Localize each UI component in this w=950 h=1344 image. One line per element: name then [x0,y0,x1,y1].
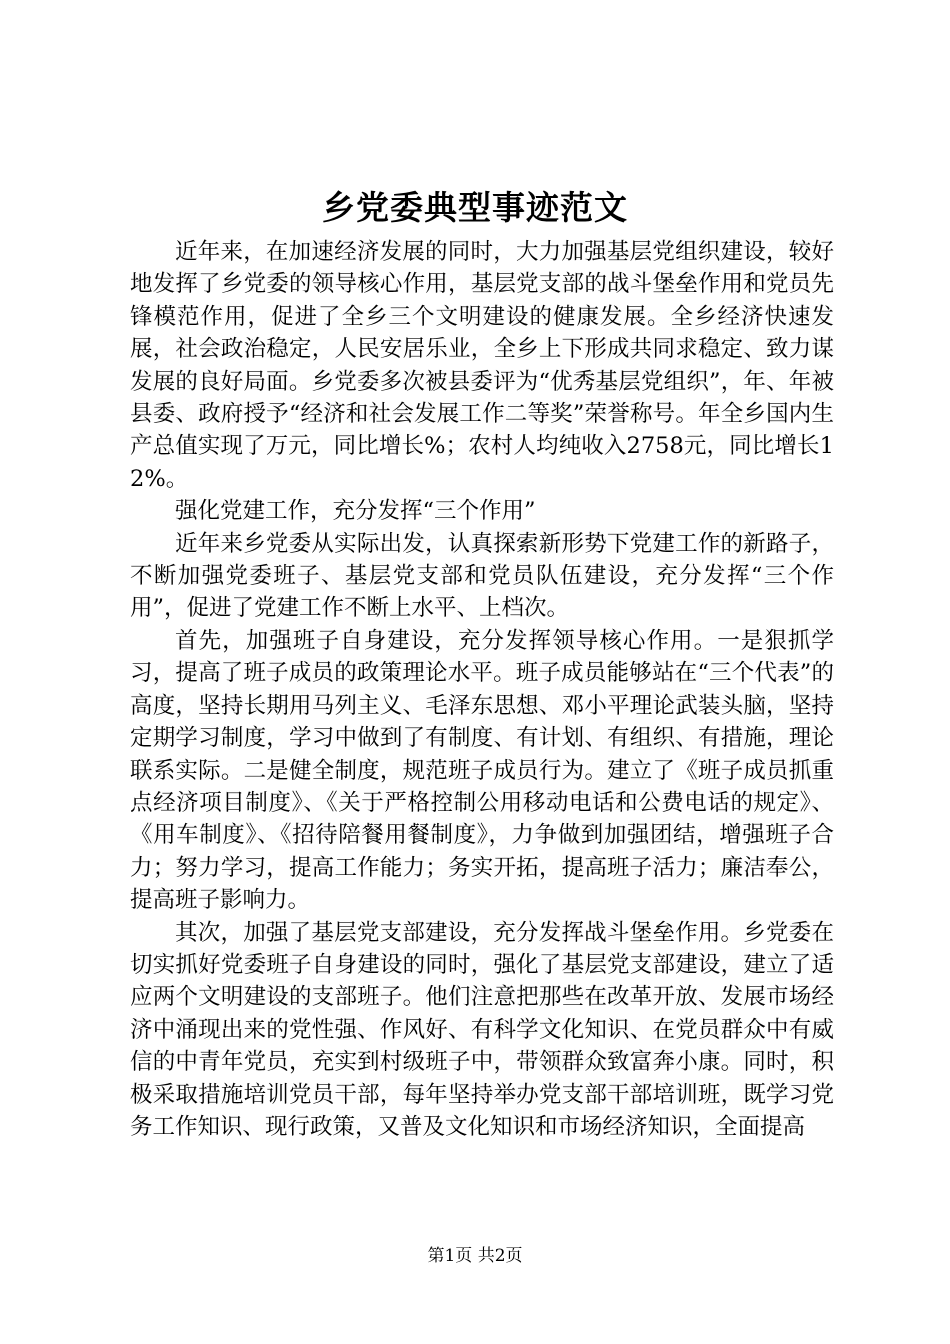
document-body [130,236,834,1143]
document-title: 乡党委典型事迹范文 [322,188,628,227]
page-footer: 第1页 共2页 [427,1246,523,1266]
section-heading: 强化党建工作，充分发挥“三个作用” [175,498,536,525]
paragraph-second: 其次，加强了基层党支部建设，充分发挥战斗堡垒作用。乡党委在切实抓好党委班子自身建设的同时，强化了基层党支部建设，建立了适应两个文明建设的支部班子。他们注意把那些在改革开放、发展市场经济中涌现出来的党性强、作风好、有科学文化知识、在党员群众中有威信的中青年党员，充实到村级班子中，带领群众致富奔小康。同时，积极采取措施培训党员干部，每年坚持举办党支部干部培训班，既学习党务工作知识、现行政策，又普及文化知识和市场经济知识，全面提高 [130,919,834,1140]
paragraph-intro: 近年来，在加速经济发展的同时，大力加强基层党组织建设，较好地发挥了乡党委的领导核心作用，基层党支部的战斗堡垒作用和党员先锋模范作用，促进了全乡三个文明建设的健康发展。全乡经济快速发展，社会政治稳定，人民安居乐业，全乡上下形成共同求稳定、致力谋发展的良好局面。乡党委多次被县委评为“优秀基层党组织”，年、年被县委、政府授予“经济和社会发展工作二等奖”荣誉称号。年全乡国内生产总值实现了万元，同比增长%；农村人均纯收入2758元，同比增长12%。 [130,239,834,492]
paragraph-first: 首先，加强班子自身建设，充分发挥领导核心作用。一是狠抓学习，提高了班子成员的政策理论水平。班子成员能够站在“三个代表”的高度，坚持长期用马列主义、毛泽东思想、邓小平理论武装头脑，坚持定期学习制度，学习中做到了有制度、有计划、有组织、有措施，理论联系实际。二是健全制度，规范班子成员行为。建立了《班子成员抓重点经济项目制度》、《关于严格控制公用移动电话和公费电话的规定》、《用车制度》、《招待陪餐用餐制度》，力争做到加强团结，增强班子合力；努力学习，提高工作能力；务实开拓，提高班子活力；廉洁奉公，提高班子影响力。 [130,627,834,914]
paragraph-overview: 近年来乡党委从实际出发，认真探索新形势下党建工作的新路子，不断加强党委班子、基层党支部和党员队伍建设，充分发挥“三个作用”，促进了党建工作不断上水平、上档次。 [130,530,834,622]
